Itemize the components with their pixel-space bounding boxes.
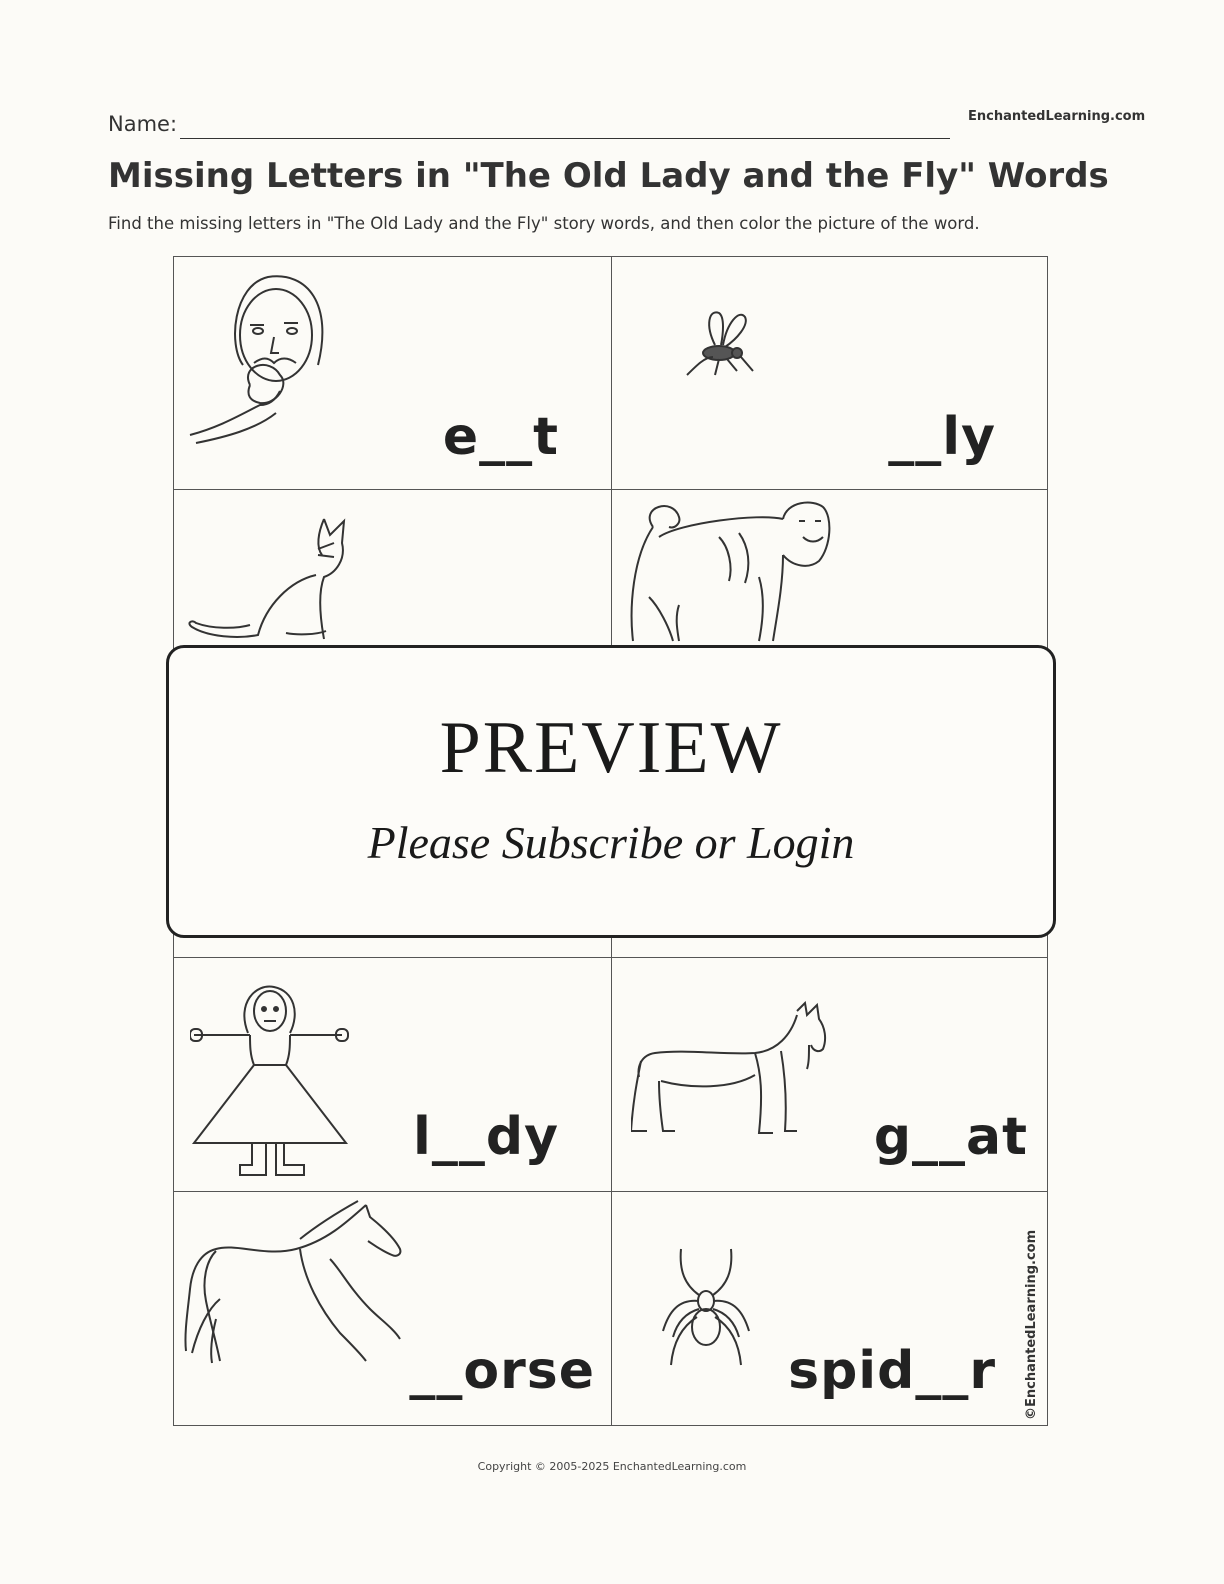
word-cell-spider: [611, 1191, 1048, 1425]
name-label: Name:: [108, 112, 178, 136]
cat-icon: [186, 515, 356, 641]
word-cell-fly: [611, 257, 1048, 491]
page-title: Missing Letters in "The Old Lady and the Fly" Words: [108, 156, 1109, 196]
lady-icon: [190, 983, 350, 1179]
girl-eating-icon: [188, 265, 358, 445]
side-watermark: ©EnchantedLearning.com: [1024, 1229, 1039, 1420]
preview-overlay[interactable]: [166, 645, 1056, 938]
word-cell-lady: [174, 957, 611, 1191]
missing-letter-word: g__at: [873, 1107, 1028, 1167]
missing-letter-word: __ly: [888, 407, 996, 467]
subscribe-login-link[interactable]: Please Subscribe or Login: [367, 817, 855, 868]
word-cell-eat: [174, 257, 611, 491]
fly-icon: [681, 305, 761, 385]
page-subtitle: Find the missing letters in "The Old Lady and the Fly" story words, and then color the picture of the word.: [108, 214, 980, 233]
missing-letter-word: e__t: [442, 407, 559, 467]
preview-title: PREVIEW: [439, 707, 783, 789]
name-row: [108, 108, 948, 140]
site-name[interactable]: EnchantedLearning.com: [968, 109, 1146, 124]
missing-letter-word: spid__r: [788, 1341, 996, 1401]
goat-icon: [631, 1001, 831, 1151]
spider-icon: [661, 1247, 751, 1377]
dog-icon: [619, 497, 839, 647]
horse-icon: [180, 1199, 410, 1369]
name-line: [180, 138, 950, 139]
copyright-footer: Copyright © 2005-2025 EnchantedLearning.com: [477, 1460, 747, 1473]
word-cell-horse: [174, 1191, 611, 1425]
missing-letter-word: l__dy: [413, 1107, 559, 1167]
missing-letter-word: __orse: [409, 1341, 595, 1401]
word-cell-goat: [611, 957, 1048, 1191]
